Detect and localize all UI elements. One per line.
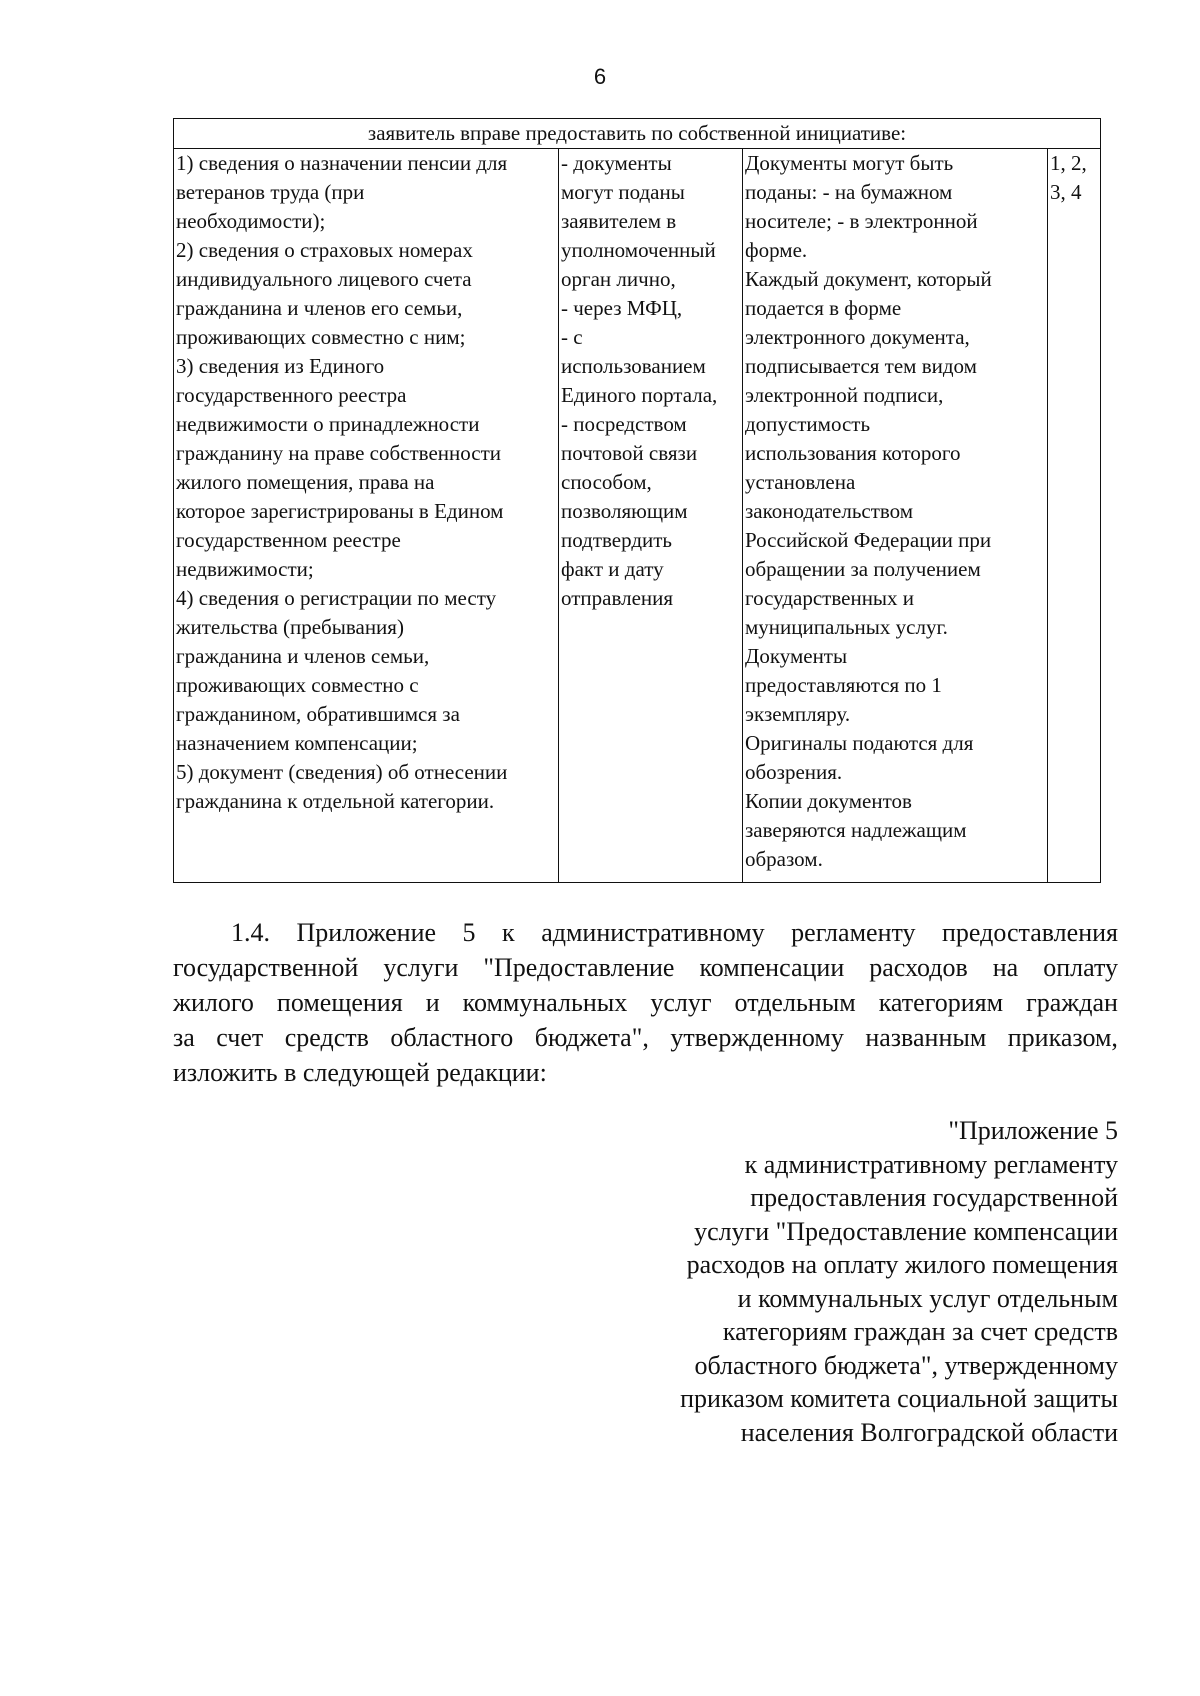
word: расходов (869, 953, 968, 982)
paragraph-line (173, 915, 1118, 950)
documents-table (173, 118, 1101, 883)
cell-line: ветеранов труда (при (176, 180, 365, 204)
word: оплату (1043, 953, 1118, 982)
documents-list (176, 149, 556, 816)
cell-line: способом, (561, 470, 652, 494)
cell-line: обозрения. (745, 760, 843, 784)
cell-line: уполномоченный (561, 238, 716, 262)
appendix-line: и коммунальных услуг отдельным (737, 1283, 1118, 1313)
cell-line: предоставляются по 1 (745, 673, 942, 697)
appendix-line: к административному регламенту (744, 1149, 1118, 1179)
appendix-line: предоставления государственной (750, 1183, 1118, 1212)
cell-line: 1) сведения о назначении пенсии для (176, 151, 508, 175)
appendix-line: населения Волгоградской области (740, 1417, 1118, 1447)
cell-line: подтвердить (561, 528, 673, 552)
cell-line: заявителем в (561, 209, 677, 233)
cell-line: Единого портала, (561, 383, 718, 407)
word: названным (865, 1023, 987, 1052)
cell-line: 4) сведения о регистрации по месту (176, 586, 497, 610)
paragraph-line: изложить в следующей редакции: (173, 1058, 547, 1087)
word: и (425, 988, 440, 1017)
word: государственной (173, 953, 359, 982)
references-cell: 1, 2, 3, 4 (1048, 149, 1101, 883)
cell-line: - посредством (561, 412, 687, 436)
cell-line: - с (561, 325, 583, 349)
appendix-line: "Приложение 5 (948, 1116, 1118, 1145)
word: коммунальных (462, 988, 628, 1017)
cell-line: отправления (561, 586, 674, 610)
word: на (992, 953, 1019, 982)
word: за (173, 1023, 195, 1052)
requirements (745, 149, 1045, 874)
word: Приложение (296, 918, 437, 947)
cell-line: использованием (561, 354, 706, 378)
table-header-row (174, 119, 1101, 149)
word: услуг (650, 988, 712, 1017)
appendix-line: областного бюджета", утвержденному (694, 1350, 1118, 1380)
cell-line: экземпляру. (745, 702, 851, 726)
cell-line: - документы (561, 151, 672, 175)
cell-line: Оригиналы подаются для (745, 731, 974, 755)
paragraph-line (173, 1020, 1118, 1055)
appendix-line: приказом комитета социальной защиты (680, 1384, 1118, 1413)
cell-line: носителе; - в электронной (745, 209, 978, 233)
cell-line: обращении за получением (745, 557, 981, 581)
paragraph-line (173, 950, 1118, 985)
cell-line: 3) сведения из Единого (176, 354, 385, 378)
word: "Предоставление (483, 953, 675, 982)
appendix-header (680, 1114, 1118, 1449)
word: компенсации (699, 953, 845, 982)
requirements-cell (743, 149, 1048, 883)
cell-line: государственном реестре (176, 528, 401, 552)
word: регламенту (791, 918, 916, 947)
cell-line: недвижимости; (176, 557, 314, 581)
cell-line: гражданина и членов его семьи, (176, 296, 463, 320)
word: 5 (462, 918, 476, 947)
cell-line: гражданина и членов семьи, (176, 644, 430, 668)
cell-line: государственного реестра (176, 383, 407, 407)
word: административному (541, 918, 765, 947)
cell-line: проживающих совместно с (176, 673, 419, 697)
cell-line: факт и дату (561, 557, 664, 581)
word: помещения (276, 988, 403, 1017)
word: областного (390, 1023, 514, 1052)
word: к (502, 918, 515, 947)
cell-line: могут поданы (561, 180, 685, 204)
cell-line: недвижимости о принадлежности (176, 412, 480, 436)
cell-line: жилого помещения, права на (176, 470, 435, 494)
paragraph-line (173, 985, 1118, 1020)
word: счет (216, 1023, 264, 1052)
amendment-paragraph (173, 915, 1118, 1090)
cell-line: Копии документов (745, 789, 912, 813)
cell-line: законодательством (745, 499, 914, 523)
word: приказом, (1007, 1023, 1118, 1052)
table-header-cell: заявитель вправе предоставить по собственной инициативе: (174, 119, 1101, 149)
cell-line: 2) сведения о страховых номерах (176, 238, 473, 262)
cell-line: заверяются надлежащим (745, 818, 967, 842)
cell-line: необходимости); (176, 209, 326, 233)
appendix-line: услуги "Предоставление компенсации (694, 1216, 1118, 1246)
cell-line: которое зарегистрированы в Едином (176, 499, 504, 523)
documents-list-cell (174, 149, 559, 883)
cell-line: гражданину на праве собственности (176, 441, 501, 465)
cell-line: подается в форме (745, 296, 902, 320)
cell-line: электронного документа, (745, 325, 970, 349)
appendix-line: категориям граждан за счет средств (722, 1317, 1118, 1346)
word: бюджета", (534, 1023, 649, 1052)
word: отдельным (734, 988, 856, 1017)
cell-line: государственных и (745, 586, 915, 610)
cell-line: Документы могут быть (745, 151, 954, 175)
submission-methods-cell (559, 149, 743, 883)
cell-line: проживающих совместно с ним; (176, 325, 466, 349)
cell-line: допустимость (745, 412, 871, 436)
word: 1.4. (231, 918, 270, 947)
cell-line: форме. (745, 238, 808, 262)
word: предоставления (942, 918, 1118, 947)
cell-line: установлена (745, 470, 856, 494)
cell-line: гражданина к отдельной категории. (176, 789, 495, 813)
cell-line: образом. (745, 847, 823, 871)
submission-methods (561, 149, 740, 613)
cell-line: гражданином, обратившимся за (176, 702, 460, 726)
cell-line: Каждый документ, который (745, 267, 992, 291)
table-row (174, 149, 1101, 883)
cell-line: почтовой связи (561, 441, 698, 465)
cell-line: индивидуального лицевого счета (176, 267, 472, 291)
cell-line: поданы: - на бумажном (745, 180, 953, 204)
cell-line: назначением компенсации; (176, 731, 418, 755)
cell-line: электронной подписи, (745, 383, 944, 407)
cell-line: жительства (пребывания) (176, 615, 404, 639)
cell-line: 5) документ (сведения) об отнесении (176, 760, 508, 784)
word: категориям (878, 988, 1004, 1017)
cell-line: использования которого (745, 441, 961, 465)
page-number: 6 (593, 64, 607, 89)
cell-line: муниципальных услуг. (745, 615, 948, 639)
cell-line: позволяющим (561, 499, 688, 523)
word: средств (284, 1023, 369, 1052)
word: утвержденному (670, 1023, 844, 1052)
word: граждан (1026, 988, 1118, 1017)
word: жилого (173, 988, 254, 1017)
cell-line: Документы (745, 644, 848, 668)
cell-line: орган лично, (561, 267, 676, 291)
cell-line: подписывается тем видом (745, 354, 977, 378)
word: услуги (383, 953, 459, 982)
cell-line: Российской Федерации при (745, 528, 992, 552)
appendix-line: расходов на оплату жилого помещения (686, 1250, 1118, 1279)
cell-line: - через МФЦ, (561, 296, 683, 320)
